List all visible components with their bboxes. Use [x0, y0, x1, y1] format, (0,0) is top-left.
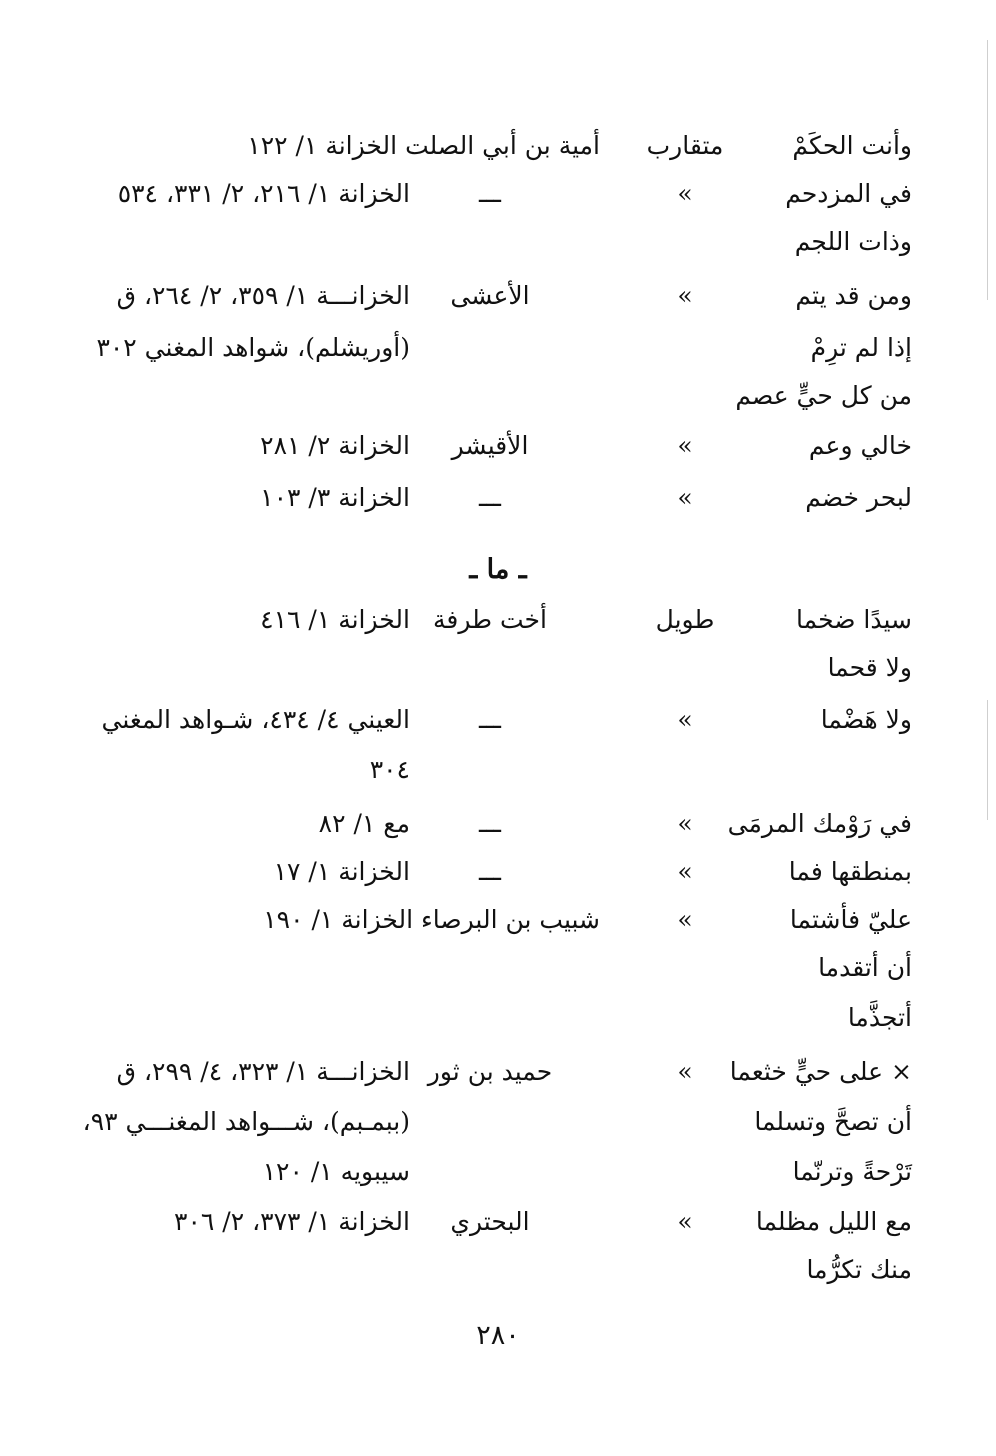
- index-row: [60, 748, 920, 792]
- poet: ـــ: [479, 809, 501, 838]
- verse-ending: أتجذَّما: [847, 1003, 912, 1032]
- verse-ending: إذا لم ترِمْ: [810, 333, 912, 362]
- index-row: [60, 476, 920, 520]
- poet: أخت طرفة: [433, 605, 547, 634]
- section-heading: ـ ما ـ: [469, 554, 527, 585]
- verse-ending: خالي وعم: [808, 431, 912, 460]
- source: الخزانـــة ١/ ٣٢٣، ٤/ ٢٩٩، ق: [116, 1057, 410, 1086]
- verse-ending: منك تكرُّما: [806, 1255, 912, 1284]
- source: الخزانة ١/ ٤١٦: [260, 605, 410, 634]
- index-row: [60, 646, 920, 690]
- poet: ـــ: [479, 857, 501, 886]
- meter: »: [677, 857, 693, 886]
- meter: »: [677, 1207, 693, 1236]
- meter: متقارب: [646, 131, 724, 160]
- verse-ending: أن أتقدما: [818, 953, 912, 982]
- meter: »: [677, 431, 693, 460]
- source: الخزانة ٣/ ١٠٣: [260, 483, 410, 512]
- poet-and-source: أمية بن أبي الصلت الخزانة ١/ ١٢٢: [247, 131, 600, 160]
- scan-edge-mark: [987, 40, 988, 300]
- poet: الأقيشر: [451, 431, 529, 460]
- verse-ending: تَرْحةً وترنّما: [792, 1157, 912, 1186]
- source: الخزانـــة ١/ ٣٥٩، ٢/ ٢٦٤، ق: [116, 281, 410, 310]
- meter: »: [677, 905, 693, 934]
- source: الخزانة ٢/ ٢٨١: [260, 431, 410, 460]
- poet-and-source: شبيب بن البرصاء الخزانة ١/ ١٩٠: [263, 905, 600, 934]
- meter: »: [677, 705, 693, 734]
- verse-ending: لبحر خضم: [805, 483, 912, 512]
- meter: »: [677, 809, 693, 838]
- index-row: [60, 424, 920, 468]
- verse-ending: وأنت الحكَمْ: [792, 131, 912, 160]
- meter: »: [677, 483, 693, 512]
- index-row: [60, 374, 920, 418]
- index-row: [60, 124, 920, 168]
- index-row: [60, 996, 920, 1040]
- index-row: [60, 274, 920, 318]
- index-row: [60, 326, 920, 370]
- index-row: [60, 598, 920, 642]
- verse-ending: عليّ فأشتما: [789, 905, 912, 934]
- source: سيبويه ١/ ١٢٠: [262, 1157, 410, 1186]
- source: ٣٠٤: [369, 755, 410, 784]
- source: الخزانة ١/ ٢١٦، ٢/ ٣٣١، ٥٣٤: [117, 179, 410, 208]
- index-row: [60, 946, 920, 990]
- source: (أوريشلم)، شواهد المغني ٣٠٢: [96, 333, 410, 362]
- index-row: [60, 802, 920, 846]
- poet: الأعشى: [450, 281, 530, 310]
- index-row: [60, 898, 920, 942]
- index-row: [60, 1200, 920, 1244]
- verse-ending: في المزدحم: [785, 179, 912, 208]
- poet: ـــ: [479, 705, 501, 734]
- verse-ending: سيدًا ضخما: [796, 605, 912, 634]
- index-row: [60, 850, 920, 894]
- verse-ending: وذات اللجم: [794, 227, 912, 256]
- source: العيني ٤/ ٤٣٤، شـواهد المغني: [101, 705, 410, 734]
- poet: ـــ: [479, 483, 501, 512]
- meter: »: [677, 281, 693, 310]
- page-number: ٢٨٠: [476, 1320, 520, 1351]
- index-row: [60, 1050, 920, 1094]
- poet: البحتري: [450, 1207, 530, 1236]
- meter: »: [677, 179, 693, 208]
- verse-ending: ولا قحما: [827, 653, 912, 682]
- verse-ending: أن تصحَّ وتسلما: [754, 1107, 912, 1136]
- source: مع ١/ ٨٢: [318, 809, 410, 838]
- verse-ending: من كل حيٍّ عصم: [735, 381, 912, 410]
- meter: طويل: [655, 605, 715, 634]
- scan-edge-mark: [987, 700, 988, 820]
- source: الخزانة ١/ ١٧: [273, 857, 410, 886]
- index-row: [60, 1248, 920, 1292]
- poet: ـــ: [479, 179, 501, 208]
- poet: حميد بن ثور: [427, 1057, 553, 1086]
- index-row: [60, 220, 920, 264]
- verse-ending: بمنطقها فما: [788, 857, 912, 886]
- source: الخزانة ١/ ٣٧٣، ٢/ ٣٠٦: [174, 1207, 410, 1236]
- index-row: [60, 698, 920, 742]
- verse-ending: في رَوْمك المرمَى: [727, 809, 912, 838]
- index-row: [60, 1150, 920, 1194]
- index-row: [60, 1100, 920, 1144]
- meter: »: [677, 1057, 693, 1086]
- source: (ببمـبم)، شـــواهد المغنـــي ٩٣،: [82, 1107, 410, 1136]
- verse-ending: ولا هَضْما: [820, 705, 912, 734]
- verse-ending: × على حيٍّ خثعما: [729, 1057, 912, 1086]
- index-row: [60, 172, 920, 216]
- verse-ending: مع الليل مظلما: [755, 1207, 912, 1236]
- verse-ending: ومن قد يتم: [795, 281, 912, 310]
